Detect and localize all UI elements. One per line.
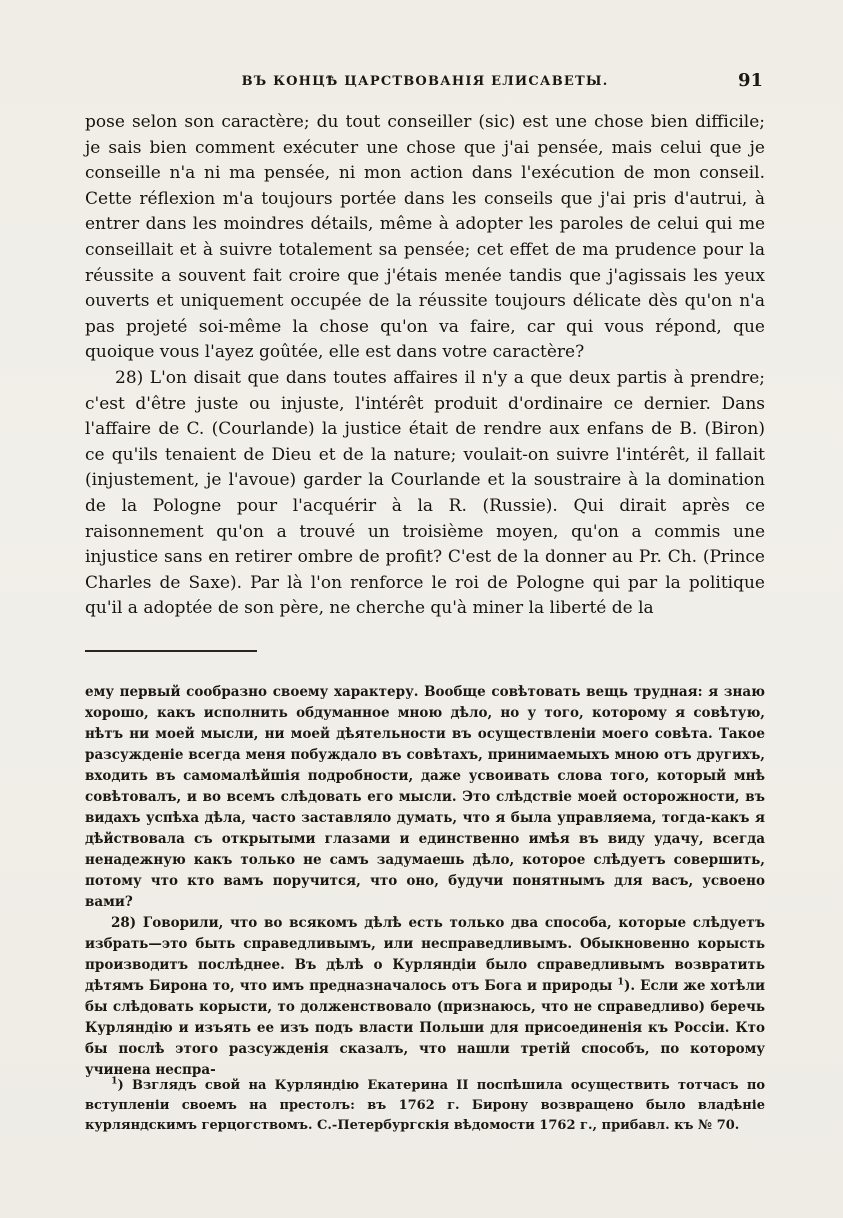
bottom-footnote-reference-mark: 1 xyxy=(111,1075,118,1087)
footnote-translation-block xyxy=(85,682,765,1081)
main-text-block xyxy=(85,110,765,622)
running-head-title: ВЪ КОНЦѢ ЦАРСТВОВАНІЯ ЕЛИСАВЕТЫ. xyxy=(241,74,609,89)
running-head xyxy=(85,70,765,96)
russian-paragraph-2-text-b: ). Если же хотѣли бы слѣдовать корысти, то долженствовало (признаюсь, что не справедливо) беречь Курляндію и изъять ее изъ подъ власти Польши для присоединенія къ Россіи. Кто бы послѣ этого разсужденія сказалъ, что нашли третій способъ, по которому учинена неспра- xyxy=(85,978,765,1078)
russian-paragraph-1: ему первый сообразно своему характеру. Вообще совѣтовать вещь трудная: я знаю хорошо, какъ исполнить обдуманное мною дѣло, но у того, которому я совѣтую, нѣтъ ни моей мысли, ни моей дѣятельности въ осуществленіи моего совѣта. Такое разсужденіе всегда меня побуждало въ совѣтахъ, принимаемыхъ мною отъ другихъ, входить въ самомалѣйшія подробности, даже усвоивать слова того, который мнѣ совѣтовалъ, и во всемъ слѣдовать его мысли. Это слѣдствіе моей осторожности, въ видахъ успѣха дѣла, часто заставляло думать, что я была управляема, тогда-какъ я дѣйствовала съ открытыми глазами и единственно имѣя въ виду удачу, всегда ненадежную какъ только не самъ задумаешь дѣло, которое слѣдуетъ совершить, потому что кто вамъ поручится, что оно, будучи понятнымъ для васъ, усвоено вами? xyxy=(85,684,765,910)
footnote-reference-mark: 1 xyxy=(617,976,625,988)
bottom-footnote-text: ) Взглядъ свой на Курляндію Екатерина II поспѣшила осуществить тотчасъ по вступленіи своемъ на престолъ: въ 1762 г. Бирону возвращено было владѣніе курляндскимъ герцогствомъ. С.-Петербургскія вѣдомости 1762 г., прибавл. къ № 70. xyxy=(85,1078,765,1133)
russian-paragraph-2-text-a: 28) Говорили, что во всякомъ дѣлѣ есть только два способа, которые слѣдуетъ избрать—это быть справедливымъ, или несправедливымъ. Обыкновенно корысть производитъ послѣднее. Въ дѣлѣ о Курляндіи было справедливымъ возвратить дѣтямъ Бирона то, что имъ предназначалось отъ Бога и природы xyxy=(85,915,765,994)
russian-paragraph-2 xyxy=(85,913,765,1081)
footnote-separator-rule xyxy=(85,650,257,652)
bottom-footnote xyxy=(85,1076,765,1136)
french-paragraph-2: 28) L'on disait que dans toutes affaires il n'y a que deux partis à prendre; c'est d'être juste ou injuste, l'intérêt produit d'ordinaire ce dernier. Dans l'affaire de C. (Courlande) la justice était de rendre aux enfans de B. (Biron) ce qu'ils tenaient de Dieu et de la nature; voulait-on suivre l'intérêt, il fallait (injustement, je l'avoue) garder la Courlande et la soustraire à la domination de la Pologne pour l'acquérir à la R. (Russie). Qui dirait après ce raisonnement qu'on a trouvé un troisième moyen, qu'on a commis une injustice sans en retirer ombre de profit? C'est de la donner au Pr. Ch. (Prince Charles de Saxe). Par là l'on renforce le roi de Pologne qui par la politique qu'il a adoptée de son père, ne cherche qu'à miner la liberté de la xyxy=(85,367,765,619)
french-paragraph-1: pose selon son caractère; du tout conseiller (sic) est une chose bien difficile; je sais bien comment exécuter une chose que j'ai pensée, mais celui que je conseille n'a ni ma pensée, ni mon action dans l'exécution de mon conseil. Cette réflexion m'a toujours portée dans les conseils que j'ai pris d'autrui, à entrer dans les moindres détails, même à adopter les paroles de celui qui me conseillait et à suivre totalement sa pensée; cet effet de ma prudence pour la réussite a souvent fait croire que j'étais menée tandis que j'agissais les yeux ouverts et uniquement occupée de la réussite toujours délicate dès qu'on n'a pas projeté soi-même la chose qu'on va faire, car qui vous répond, que quoique vous l'ayez goûtée, elle est dans votre caractère? xyxy=(85,112,765,363)
page-number: 91 xyxy=(737,70,763,91)
